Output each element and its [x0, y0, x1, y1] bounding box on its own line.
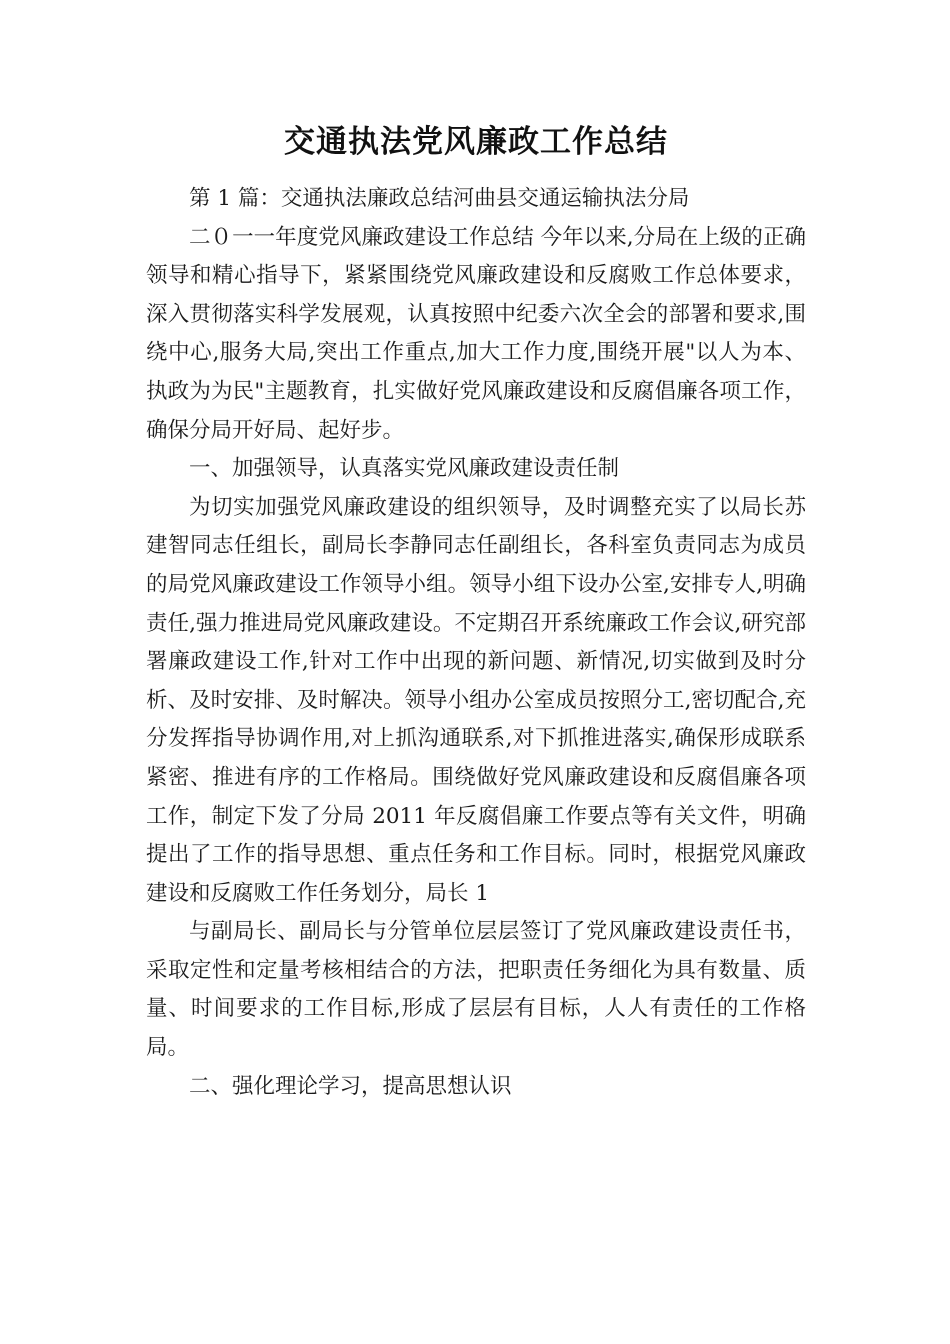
document-title: 交通执法党风廉政工作总结	[284, 124, 668, 160]
paragraph-responsibility: 与副局长、副局长与分管单位层层签订了党风廉政建设责任书，采取定性和定量考核相结合的方法，把职责任务细化为具有数量、质量、时间要求的工作目标,形成了层层有目标，人人有责任的工作格局。	[146, 919, 806, 1061]
paragraph-leadership: 为切实加强党风廉政建设的组织领导，及时调整充实了以局长苏建智同志任组长，副局长李静同志任副组长，各科室负责同志为成员的局党风廉政建设工作领导小组。领导小组下设办公室,安排专人,明确责任,强力推进局党风廉政建设。不定期召开系统廉政工作会议,研究部署廉政建设工作,针对工作中出现的新问题、新情况,切实做到及时分析、及时安排、及时解决。领导小组办公室成员按照分工,密切配合,充分发挥指导协调作用,对上抓沟通联系,对下抓推进落实,确保形成联系紧密、推进有序的工作格局。围绕做好党风廉政建设和反腐倡廉各项工作，制定下发了分局 2011 年反腐倡廉工作要点等有关文件，明确提出了工作的指导思想、重点任务和工作目标。同时，根据党风廉政建设和反腐败工作任务划分，局长 1	[146, 494, 806, 906]
section-heading-2: 二、强化理论学习，提高思想认识	[189, 1073, 512, 1099]
paragraph-source-heading: 第 1 篇：交通执法廉政总结河曲县交通运输执法分局	[189, 186, 690, 211]
section-heading-1: 一、加强领导，认真落实党风廉政建设责任制	[189, 456, 620, 482]
paragraph-introduction: 二０一一年度党风廉政建设工作总结 今年以来,分局在上级的正确领导和精心指导下，紧紧围绕党风廉政建设和反腐败工作总体要求，深入贯彻落实科学发展观，认真按照中纪委六次全会的部署和要求,围绕中心,服务大局,突出工作重点,加大工作力度,围绕开展"以人为本、执政为为民"主题教育，扎实做好党风廉政建设和反腐倡廉各项工作，确保分局开好局、起好步。	[146, 224, 806, 443]
document-page	[146, 118, 806, 1106]
